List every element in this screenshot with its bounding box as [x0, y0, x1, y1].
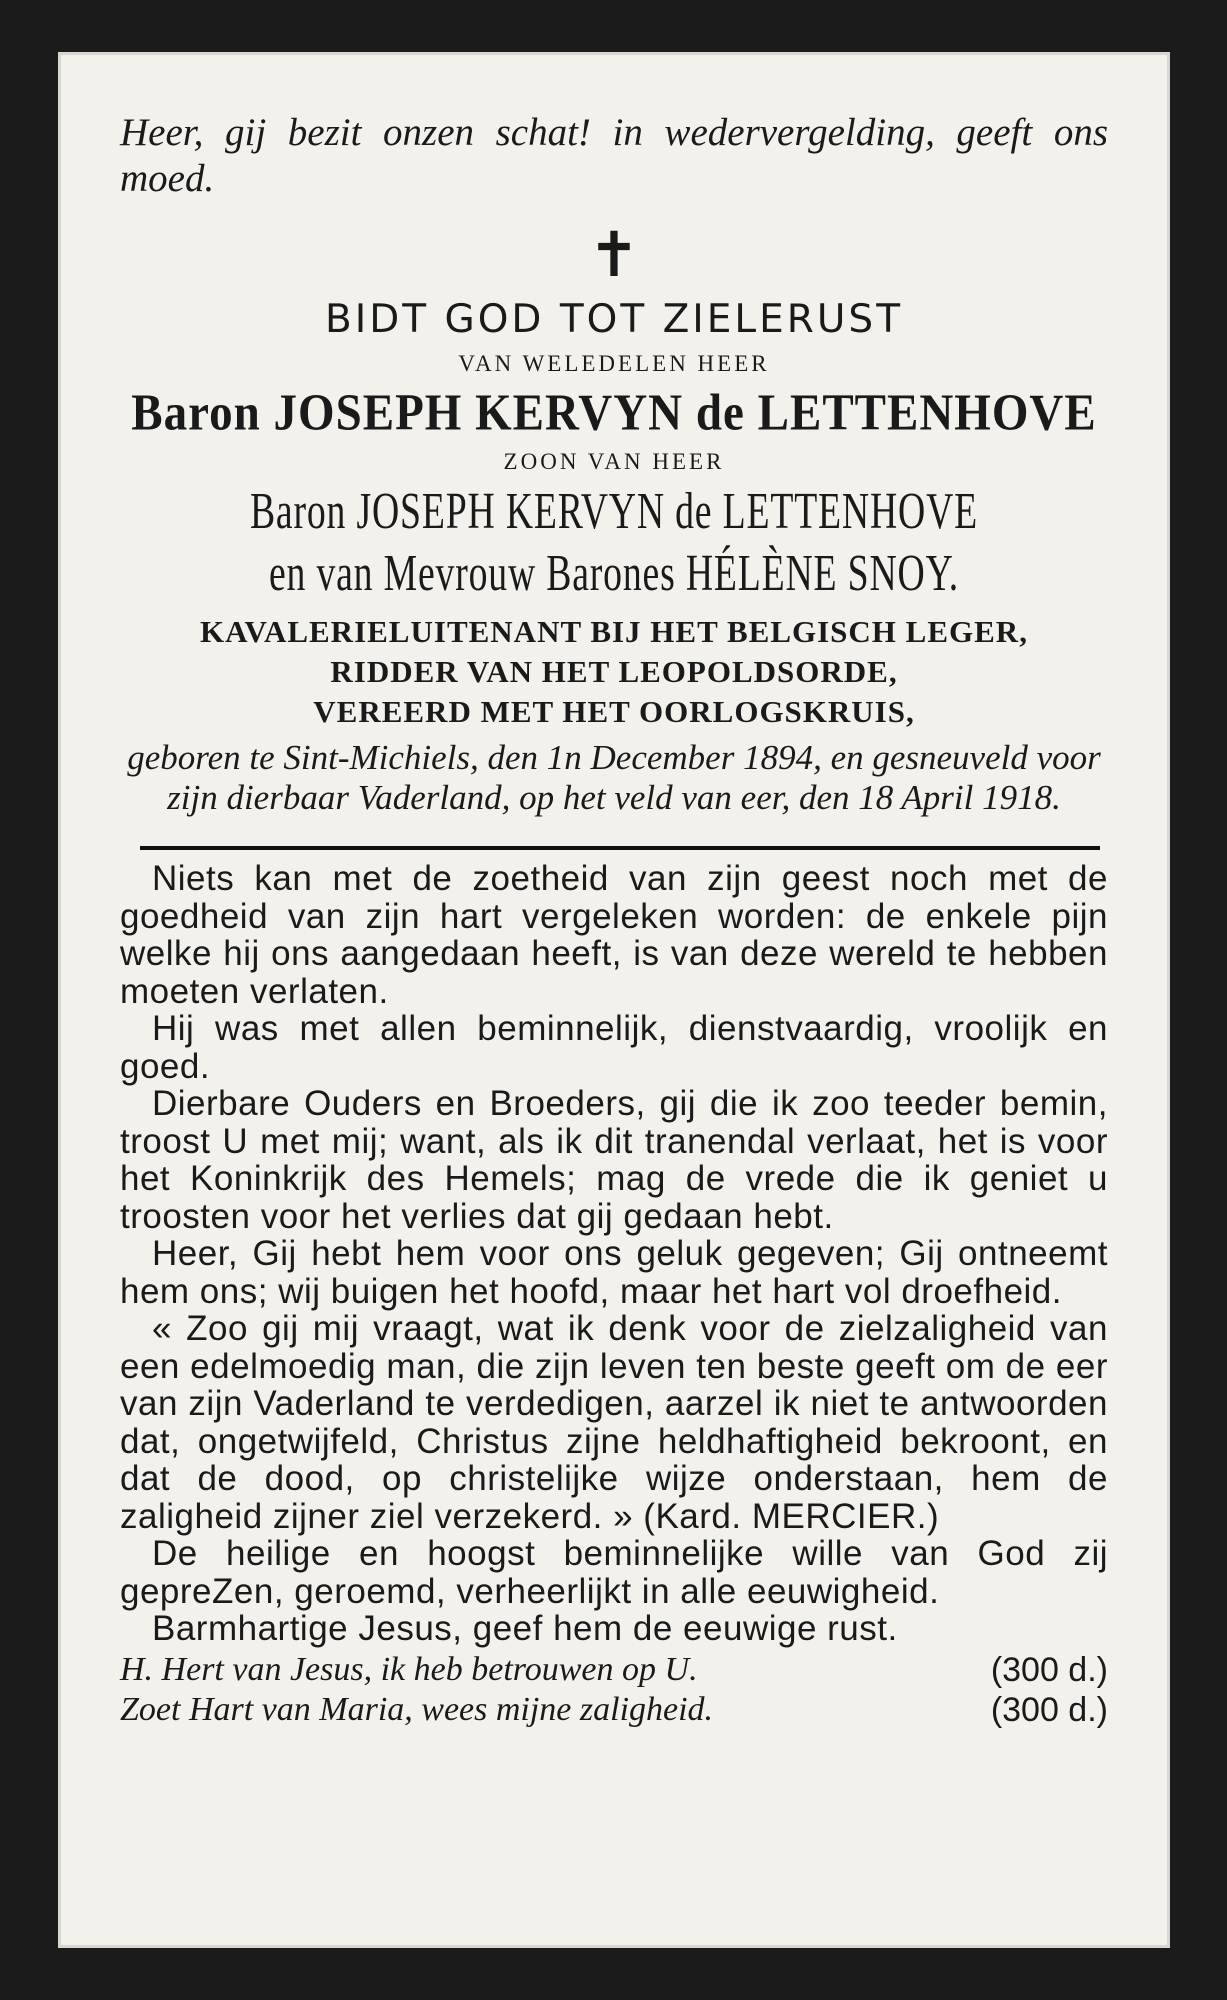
paragraph: Niets kan met de zoetheid van zijn geest noch met de goedheid van zijn hart vergeleken worden: de enkele pijn welke hij ons aangedaan heeft, is van deze wereld te hebben moeten verlaten.: [120, 859, 1108, 1011]
prayer-text: H. Hert van Jesus, ik heb betrouwen op U.: [120, 1650, 698, 1688]
prayer-row: [120, 1690, 1108, 1730]
paragraph: Hij was met allen beminnelijk, dienstvaardig, vroolijk en goed.: [120, 1009, 1108, 1086]
paragraph: Dierbare Ouders en Broeders, gij die ik zoo teeder bemin, troost U met mij; want, als ik dit tranendal verlaat, het is voor het Koninkrijk des Hemels; mag de vrede die ik geniet u troosten voor het verlies dat gij gedaan hebt.: [120, 1084, 1108, 1236]
paragraph: « Zoo gij mij vraagt, wat ik denk voor de zielzaligheid van een edelmoedig man, die zijn leven ten beste geeft om de eer van zijn Vaderland te verdedigen, aarzel ik niet te antwoorden dat, ongetwijfeld, Christus zijne heldhaftigheid bekroont, en dat de dood, op christelijke wijze onderstaan, hem de zaligheid zijner ziel verzekerd. » (Kard. MERCIER.): [120, 1309, 1108, 1536]
prayer-indulgence: (300 d.): [990, 1690, 1108, 1729]
rank-line: VEREERD MET HET OORLOGSKRUIS,: [313, 694, 915, 729]
prayer-indulgence: (300 d.): [990, 1650, 1108, 1689]
card-content: [120, 110, 1108, 1730]
paragraph: De heilige en hoogst beminnelijke wille van God zij gepreZen, geroemd, verheerlijkt in alle eeuwigheid.: [120, 1534, 1108, 1611]
indulgenced-prayers: [120, 1650, 1108, 1730]
father-name: Baron JOSEPH KERVYN de LETTENHOVE: [249, 481, 979, 539]
deceased-name: Baron JOSEPH KERVYN de LETTENHOVE: [131, 384, 1097, 442]
prayer-heading: BIDT GOD TOT ZIELERUST: [324, 297, 904, 342]
memorial-card: [58, 52, 1170, 1948]
birth-death-text: geboren te Sint-Michiels, den 1n December 1894, en gesneuveld voor zijn dierbaar Vaderland, op het veld van eer, den 18 April 1918.: [127, 738, 1101, 817]
rank-line: KAVALERIELUITENANT BIJ HET BELGISCH LEGER,: [200, 614, 1028, 649]
prayer-row: [120, 1650, 1108, 1690]
son-of-line: ZOON VAN HEER: [503, 449, 725, 474]
mother-name: en van Mevrouw Barones HÉLÈNE SNOY.: [268, 543, 960, 601]
body-text: [120, 860, 1108, 1648]
opening-verse: Heer, gij bezit onzen schat! in wedervergelding, geeft ons moed.: [120, 111, 1108, 200]
of-heer-line: VAN WELEDELEN HEER: [458, 351, 770, 376]
paragraph: Barmhartige Jesus, geef hem de eeuwige rust.: [152, 1609, 898, 1648]
divider-rule: [140, 846, 1100, 850]
ranks-block: [120, 612, 1108, 732]
cross-icon: ✝: [588, 218, 640, 291]
rank-line: RIDDER VAN HET LEOPOLDSORDE,: [330, 654, 898, 689]
prayer-text: Zoet Hart van Maria, wees mijne zaligheid.: [120, 1690, 714, 1728]
paragraph: Heer, Gij hebt hem voor ons geluk gegeven; Gij ontneemt hem ons; wij buigen het hoofd, maar het hart vol droefheid.: [120, 1234, 1108, 1311]
